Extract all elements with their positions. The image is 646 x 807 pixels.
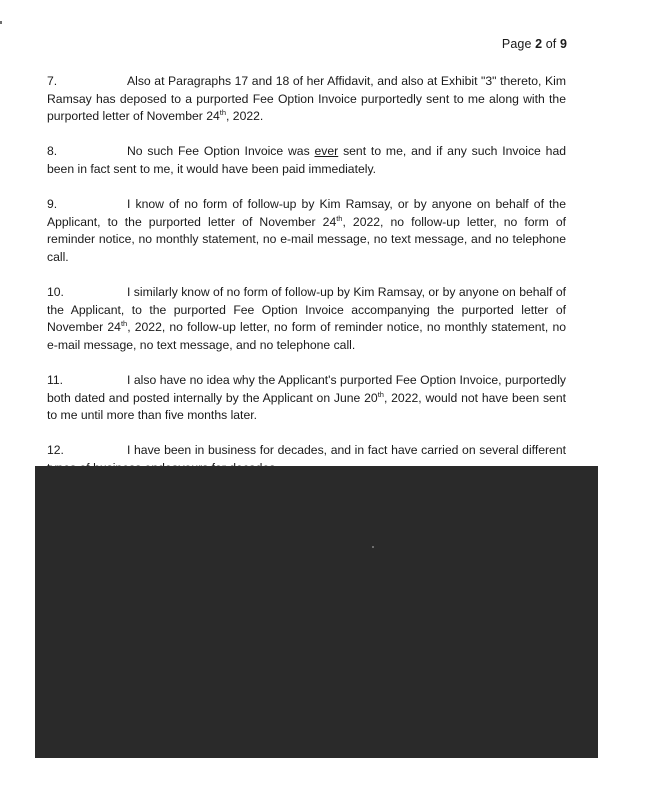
ordinal-suffix: th <box>219 108 227 118</box>
paragraph-number: 9. <box>47 197 58 212</box>
paragraph-text: I have been in business for decades, and in fact have carried on several different <box>127 443 566 458</box>
page-of-label: of <box>542 37 560 51</box>
paragraph-9 <box>47 196 566 266</box>
page-number-header <box>502 37 567 51</box>
paragraph-text: I also have no idea why the Applicant's purported Fee Option Invoice, purportedly both dated and posted internally by the Applicant on June 20 <box>47 373 566 405</box>
paragraph-text-continued: sent to me, and if any such Invoice had been in fact sent to me, it would have been paid immediately. <box>47 144 567 176</box>
paragraph-number: 12. <box>47 443 64 458</box>
paragraph-text-continued: , 2022, no follow-up letter, no form of reminder notice, no monthly statement, no e-mail message, no text message, and no telephone call. <box>47 320 566 352</box>
redacted-block <box>35 466 598 758</box>
paragraph-8 <box>47 143 566 178</box>
ordinal-suffix: th <box>336 213 343 223</box>
document-body <box>47 73 566 495</box>
paragraph-text: I similarly know of no form of follow-up by Kim Ramsay, or by anyone on behalf of the Applicant, to the purported Fee Option Invoice accompanying the purported letter of November 24 <box>47 285 566 335</box>
paragraph-number: 11. <box>47 373 64 388</box>
paragraph-number: 10. <box>47 285 64 300</box>
paragraph-7 <box>47 73 566 126</box>
paragraph-number: 7. <box>47 74 58 88</box>
paragraph-text: No such Fee Option Invoice was <box>127 144 315 159</box>
paragraph-11 <box>47 372 566 425</box>
paragraph-number: 8. <box>47 144 58 159</box>
page-label: Page <box>501 37 536 51</box>
ordinal-suffix: th <box>377 389 384 399</box>
paragraph-text: Also at Paragraphs 17 and 18 of her Affidavit, and also at Exhibit "3" thereto, Kim Ramsay has deposed to a purported Fee Option Invoice purportedly sent to me along with the purported letter of November 24 <box>47 74 566 124</box>
current-page-number: 2 <box>535 37 543 51</box>
paragraph-text-continued: , 2022. <box>226 109 264 124</box>
total-page-count: 9 <box>559 37 567 51</box>
paragraph-text-continued: , 2022, would not have been sent to me until more than five months later. <box>47 390 566 423</box>
paragraph-10 <box>47 284 566 354</box>
scan-edge-mark <box>0 21 2 24</box>
paragraph-text: I know of no form of follow-up by Kim Ramsay, or by anyone on behalf of the Applicant, to the purported letter of November 24 <box>47 197 566 229</box>
paragraph-text-continued: , 2022, no follow-up letter, no form of reminder notice, no monthly statement, no e-mail message, no text message, and no telephone call. <box>47 214 566 264</box>
scan-speck <box>372 546 374 548</box>
ordinal-suffix: th <box>120 319 128 329</box>
underlined-emphasis: ever <box>314 144 339 159</box>
